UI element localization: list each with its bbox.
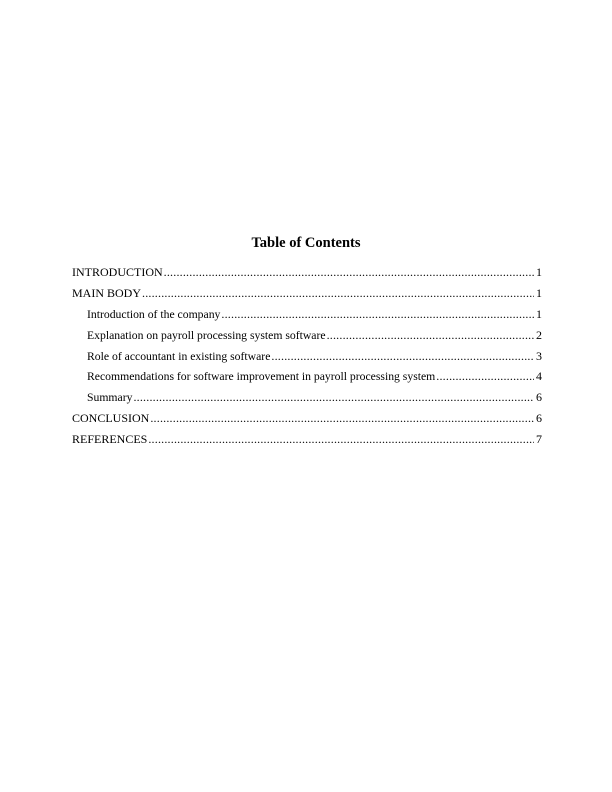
toc-entry-page-number: 2: [536, 327, 542, 342]
dot-leader: [436, 368, 534, 385]
dot-leader: [133, 389, 534, 406]
toc-entry-page-number: 1: [536, 306, 542, 321]
toc-entry-label: INTRODUCTION: [72, 265, 163, 279]
dot-leader: [221, 306, 534, 323]
toc-entry-summary[interactable]: [72, 389, 542, 410]
toc-entry-introduction[interactable]: [72, 264, 542, 285]
toc-entry-page-number: 6: [536, 390, 542, 405]
toc-entry-page-number: 1: [536, 265, 542, 279]
dot-leader: [150, 410, 534, 427]
toc-entry-page-number: 4: [536, 369, 542, 384]
toc-entry-page-number: 1: [536, 285, 542, 300]
toc-entry-introduction-of-company[interactable]: [72, 306, 542, 327]
toc-entry-main-body[interactable]: [72, 285, 542, 306]
toc-entry-label: Summary: [87, 391, 133, 405]
toc-entry-label: Role of accountant in existing software: [87, 349, 271, 363]
toc-entry-conclusion[interactable]: [72, 410, 542, 431]
dot-leader: [271, 348, 534, 365]
toc-entry-recommendations[interactable]: [72, 368, 542, 389]
toc-entry-page-number: 3: [536, 348, 542, 363]
toc-entry-label: MAIN BODY: [72, 285, 141, 300]
toc-entry-references[interactable]: [72, 431, 542, 452]
toc-entry-page-number: 7: [536, 432, 542, 447]
toc-entry-label: Recommendations for software improvement in payroll processing system: [87, 370, 436, 384]
toc-entry-label: Explanation on payroll processing system software: [87, 328, 326, 342]
toc-entry-label: Introduction of the company: [87, 307, 221, 321]
toc-entry-label: CONCLUSION: [72, 411, 150, 426]
dot-leader: [148, 431, 534, 448]
table-of-contents: [72, 264, 542, 452]
toc-entry-role-of-accountant[interactable]: [72, 348, 542, 369]
toc-title: Table of Contents: [251, 235, 361, 251]
toc-entry-label: REFERENCES: [72, 432, 148, 447]
toc-entry-payroll-software-explanation[interactable]: [72, 327, 542, 348]
dot-leader: [164, 264, 534, 281]
toc-entry-page-number: 6: [536, 411, 542, 426]
dot-leader: [327, 327, 534, 344]
dot-leader: [142, 285, 534, 302]
